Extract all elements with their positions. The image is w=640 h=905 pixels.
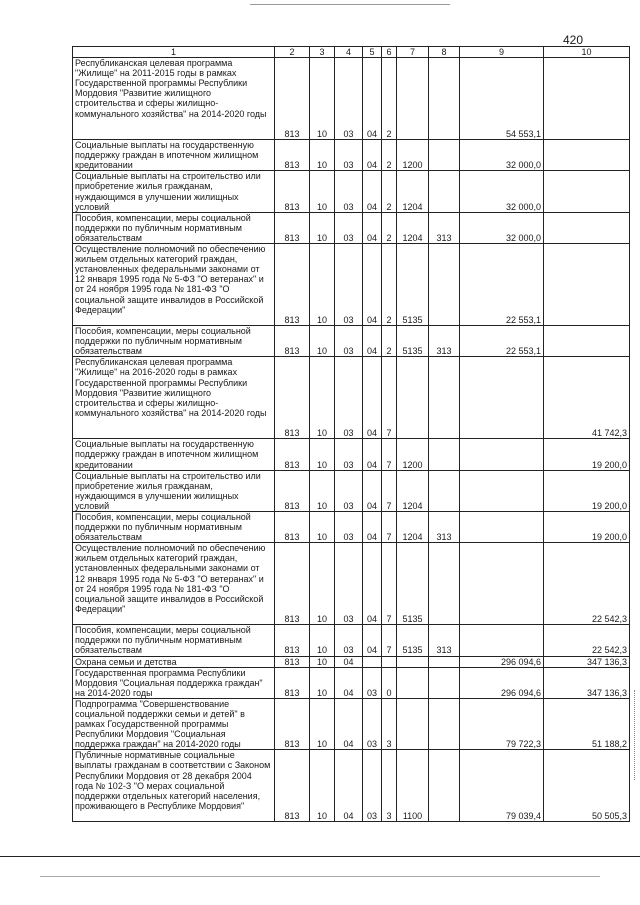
row-cell-c7 <box>397 357 429 439</box>
row-cell-c6: 2 <box>382 326 397 357</box>
row-cell-c2: 813 <box>275 543 310 625</box>
row-cell-c4: 03 <box>335 212 363 243</box>
row-cell-c8: 313 <box>429 326 460 357</box>
row-cell-c8 <box>429 244 460 326</box>
row-cell-c10 <box>544 140 630 171</box>
row-cell-c10: 51 188,2 <box>544 698 630 749</box>
table-row <box>73 625 630 656</box>
row-cell-c2: 813 <box>275 212 310 243</box>
row-cell-c5: 04 <box>363 543 382 625</box>
page-number: 420 <box>563 33 584 47</box>
row-cell-c9: 22 553,1 <box>460 326 544 357</box>
row-cell-c5: 04 <box>363 470 382 511</box>
row-cell-c9: 79 039,4 <box>460 750 544 822</box>
row-cell-c5: 04 <box>363 326 382 357</box>
row-cell-c10 <box>544 212 630 243</box>
row-cell-c10: 22 542,3 <box>544 625 630 656</box>
row-cell-c4: 03 <box>335 543 363 625</box>
row-cell-c3: 10 <box>310 171 335 212</box>
row-cell-c7: 5135 <box>397 326 429 357</box>
row-cell-c8 <box>429 439 460 470</box>
row-cell-c6: 2 <box>382 171 397 212</box>
row-cell-c4: 03 <box>335 171 363 212</box>
row-cell-c5: 03 <box>363 698 382 749</box>
top-scan-line <box>250 4 450 5</box>
row-cell-c10: 347 136,3 <box>544 656 630 667</box>
col-header-7: 7 <box>397 47 429 58</box>
row-cell-c8: 313 <box>429 625 460 656</box>
row-cell-c4: 03 <box>335 625 363 656</box>
row-cell-c6: 7 <box>382 439 397 470</box>
row-cell-c8 <box>429 58 460 140</box>
row-cell-c8: 313 <box>429 212 460 243</box>
row-name: Пособия, компенсации, меры социальной поддержки по публичным нормативным обязательствам <box>73 326 275 357</box>
table-row <box>73 244 630 326</box>
col-header-8: 8 <box>429 47 460 58</box>
row-name: Пособия, компенсации, меры социальной поддержки по публичным нормативным обязательствам <box>73 511 275 542</box>
row-name: Пособия, компенсации, меры социальной поддержки по публичным нормативным обязательствам <box>73 625 275 656</box>
row-cell-c4: 03 <box>335 326 363 357</box>
row-name: Государственная программа Республики Мордовия "Социальная поддержка граждан" на 2014-2020 годы <box>73 667 275 698</box>
row-name: Публичные нормативные социальные выплаты гражданам в соответствии с Законом Республики Мордовия от 28 декабря 2004 года № 102-З "О мерах социальной поддержки отдельных категорий населения, проживающего в Республике Мордовия" <box>73 750 275 822</box>
row-name: Социальные выплаты на государственную поддержку граждан в ипотечном жилищном кредитовании <box>73 439 275 470</box>
row-cell-c7: 1200 <box>397 140 429 171</box>
row-cell-c7 <box>397 656 429 667</box>
row-cell-c9 <box>460 511 544 542</box>
row-cell-c5: 04 <box>363 212 382 243</box>
row-cell-c3: 10 <box>310 470 335 511</box>
row-cell-c3: 10 <box>310 698 335 749</box>
row-cell-c9: 54 553,1 <box>460 58 544 140</box>
table-row <box>73 439 630 470</box>
row-cell-c5: 04 <box>363 171 382 212</box>
row-cell-c5: 03 <box>363 667 382 698</box>
row-cell-c4: 04 <box>335 667 363 698</box>
table-row <box>73 58 630 140</box>
row-cell-c6 <box>382 656 397 667</box>
row-cell-c2: 813 <box>275 357 310 439</box>
row-cell-c2: 813 <box>275 625 310 656</box>
row-cell-c3: 10 <box>310 625 335 656</box>
row-cell-c3: 10 <box>310 140 335 171</box>
row-cell-c2: 813 <box>275 667 310 698</box>
table-row <box>73 171 630 212</box>
row-cell-c8 <box>429 667 460 698</box>
row-cell-c5: 04 <box>363 244 382 326</box>
row-cell-c6: 2 <box>382 140 397 171</box>
row-cell-c7 <box>397 58 429 140</box>
bottom-scan-line-faint <box>40 876 600 877</box>
row-cell-c9 <box>460 470 544 511</box>
col-header-2: 2 <box>275 47 310 58</box>
table-row <box>73 750 630 822</box>
row-cell-c2: 813 <box>275 58 310 140</box>
row-cell-c8 <box>429 140 460 171</box>
row-cell-c6: 2 <box>382 212 397 243</box>
row-cell-c8 <box>429 357 460 439</box>
col-header-5: 5 <box>363 47 382 58</box>
row-cell-c4: 03 <box>335 244 363 326</box>
row-cell-c7 <box>397 667 429 698</box>
row-cell-c6: 2 <box>382 244 397 326</box>
row-cell-c2: 813 <box>275 140 310 171</box>
row-cell-c10: 41 742,3 <box>544 357 630 439</box>
row-name: Охрана семьи и детства <box>73 656 275 667</box>
row-cell-c8 <box>429 656 460 667</box>
row-cell-c8: 313 <box>429 511 460 542</box>
row-cell-c9 <box>460 439 544 470</box>
row-cell-c4: 03 <box>335 511 363 542</box>
row-cell-c8 <box>429 750 460 822</box>
row-cell-c7: 5135 <box>397 244 429 326</box>
row-cell-c8 <box>429 698 460 749</box>
row-cell-c9 <box>460 543 544 625</box>
row-cell-c10: 19 200,0 <box>544 470 630 511</box>
row-cell-c10: 19 200,0 <box>544 439 630 470</box>
row-cell-c4: 03 <box>335 58 363 140</box>
row-cell-c2: 813 <box>275 326 310 357</box>
table-row <box>73 543 630 625</box>
row-cell-c8 <box>429 470 460 511</box>
row-cell-c10: 19 200,0 <box>544 511 630 542</box>
row-cell-c7: 1200 <box>397 439 429 470</box>
row-cell-c2: 813 <box>275 244 310 326</box>
row-cell-c9 <box>460 625 544 656</box>
row-cell-c10 <box>544 58 630 140</box>
row-name: Республиканская целевая программа "Жилище" на 2011-2015 годы в рамках Государственной программы Республики Мордовия "Развитие жилищного строительства и сферы жилищно-коммунального хозяйства" на 2014-2020 годы <box>73 58 275 140</box>
row-cell-c2: 813 <box>275 698 310 749</box>
row-cell-c10: 347 136,3 <box>544 667 630 698</box>
row-cell-c10: 50 505,3 <box>544 750 630 822</box>
row-cell-c2: 813 <box>275 470 310 511</box>
col-header-10: 10 <box>544 47 630 58</box>
row-cell-c9 <box>460 357 544 439</box>
row-cell-c3: 10 <box>310 212 335 243</box>
col-header-6: 6 <box>382 47 397 58</box>
row-name: Осуществление полномочий по обеспечению жильем отдельных категорий граждан, установленных федеральными законами от 12 января 1995 года № 5-ФЗ "О ветеранах" и от 24 ноября 1995 года № 181-ФЗ "О социальной защите инвалидов в Российской Федерации" <box>73 244 275 326</box>
row-cell-c6: 7 <box>382 470 397 511</box>
row-name: Пособия, компенсации, меры социальной поддержки по публичным нормативным обязательствам <box>73 212 275 243</box>
row-cell-c4: 03 <box>335 357 363 439</box>
col-header-1: 1 <box>73 47 275 58</box>
row-cell-c10 <box>544 244 630 326</box>
bottom-scan-line <box>0 856 640 857</box>
row-cell-c6: 7 <box>382 625 397 656</box>
row-name: Осуществление полномочий по обеспечению жильем отдельных категорий граждан, установленных федеральными законами от 12 января 1995 года № 5-ФЗ "О ветеранах" и от 24 ноября 1995 года № 181-ФЗ "О социальной защите инвалидов в Российской Федерации" <box>73 543 275 625</box>
row-cell-c5: 04 <box>363 625 382 656</box>
row-name: Республиканская целевая программа "Жилище" на 2016-2020 годы в рамках Государственной программы Республики Мордовия "Развитие жилищного строительства и сферы жилищно-коммунального хозяйства" на 2014-2020 годы <box>73 357 275 439</box>
row-cell-c6: 7 <box>382 357 397 439</box>
row-cell-c6: 7 <box>382 543 397 625</box>
row-cell-c3: 10 <box>310 543 335 625</box>
table-row <box>73 667 630 698</box>
row-cell-c9: 296 094,6 <box>460 667 544 698</box>
row-cell-c7: 5135 <box>397 543 429 625</box>
row-cell-c10 <box>544 326 630 357</box>
row-cell-c9: 32 000,0 <box>460 212 544 243</box>
row-cell-c3: 10 <box>310 511 335 542</box>
row-cell-c4: 04 <box>335 750 363 822</box>
row-cell-c10 <box>544 171 630 212</box>
row-cell-c5: 03 <box>363 750 382 822</box>
row-cell-c6: 0 <box>382 667 397 698</box>
row-cell-c5: 04 <box>363 140 382 171</box>
row-cell-c2: 813 <box>275 511 310 542</box>
row-name: Социальные выплаты на строительство или приобретение жилья гражданам, нуждающимся в улучшении жилищных условий <box>73 470 275 511</box>
row-cell-c2: 813 <box>275 750 310 822</box>
table-row <box>73 656 630 667</box>
row-cell-c2: 813 <box>275 171 310 212</box>
table-row <box>73 470 630 511</box>
row-cell-c4: 03 <box>335 470 363 511</box>
table-row <box>73 326 630 357</box>
row-cell-c8 <box>429 543 460 625</box>
row-cell-c3: 10 <box>310 244 335 326</box>
row-cell-c7: 1204 <box>397 511 429 542</box>
row-cell-c6: 2 <box>382 58 397 140</box>
row-cell-c7: 1100 <box>397 750 429 822</box>
row-cell-c7: 1204 <box>397 470 429 511</box>
row-cell-c3: 10 <box>310 667 335 698</box>
table-row <box>73 357 630 439</box>
row-cell-c3: 10 <box>310 58 335 140</box>
row-cell-c5: 04 <box>363 357 382 439</box>
row-cell-c4: 04 <box>335 698 363 749</box>
row-cell-c9: 296 094,6 <box>460 656 544 667</box>
table-row <box>73 212 630 243</box>
row-cell-c9: 22 553,1 <box>460 244 544 326</box>
col-header-4: 4 <box>335 47 363 58</box>
row-cell-c3: 10 <box>310 326 335 357</box>
table-row <box>73 140 630 171</box>
col-header-3: 3 <box>310 47 335 58</box>
row-cell-c2: 813 <box>275 656 310 667</box>
row-name: Социальные выплаты на государственную поддержку граждан в ипотечном жилищном кредитовании <box>73 140 275 171</box>
row-cell-c3: 10 <box>310 357 335 439</box>
row-cell-c3: 10 <box>310 439 335 470</box>
column-number-row <box>73 47 630 58</box>
row-cell-c5: 04 <box>363 439 382 470</box>
row-cell-c8 <box>429 171 460 212</box>
row-cell-c5 <box>363 656 382 667</box>
row-cell-c3: 10 <box>310 750 335 822</box>
row-cell-c7: 1204 <box>397 212 429 243</box>
row-cell-c3: 10 <box>310 656 335 667</box>
row-cell-c7: 5135 <box>397 625 429 656</box>
row-cell-c2: 813 <box>275 439 310 470</box>
table-row <box>73 511 630 542</box>
row-cell-c4: 04 <box>335 656 363 667</box>
right-edge-dots <box>634 690 636 780</box>
row-cell-c6: 3 <box>382 698 397 749</box>
table-row <box>73 698 630 749</box>
row-cell-c9: 32 000,0 <box>460 140 544 171</box>
row-cell-c7: 1204 <box>397 171 429 212</box>
row-cell-c6: 7 <box>382 511 397 542</box>
row-cell-c9: 32 000,0 <box>460 171 544 212</box>
row-cell-c5: 04 <box>363 511 382 542</box>
row-name: Социальные выплаты на строительство или приобретение жилья гражданам, нуждающимся в улучшении жилищных условий <box>73 171 275 212</box>
row-cell-c4: 03 <box>335 439 363 470</box>
col-header-9: 9 <box>460 47 544 58</box>
budget-table <box>72 46 630 822</box>
row-cell-c5: 04 <box>363 58 382 140</box>
row-cell-c6: 3 <box>382 750 397 822</box>
row-cell-c9: 79 722,3 <box>460 698 544 749</box>
row-cell-c4: 03 <box>335 140 363 171</box>
row-name: Подпрограмма "Совершенствование социальной поддержки семьи и детей" в рамках Государственной программы Республики Мордовия "Социальная поддержка граждан" на 2014-2020 годы <box>73 698 275 749</box>
row-cell-c10: 22 542,3 <box>544 543 630 625</box>
row-cell-c7 <box>397 698 429 749</box>
